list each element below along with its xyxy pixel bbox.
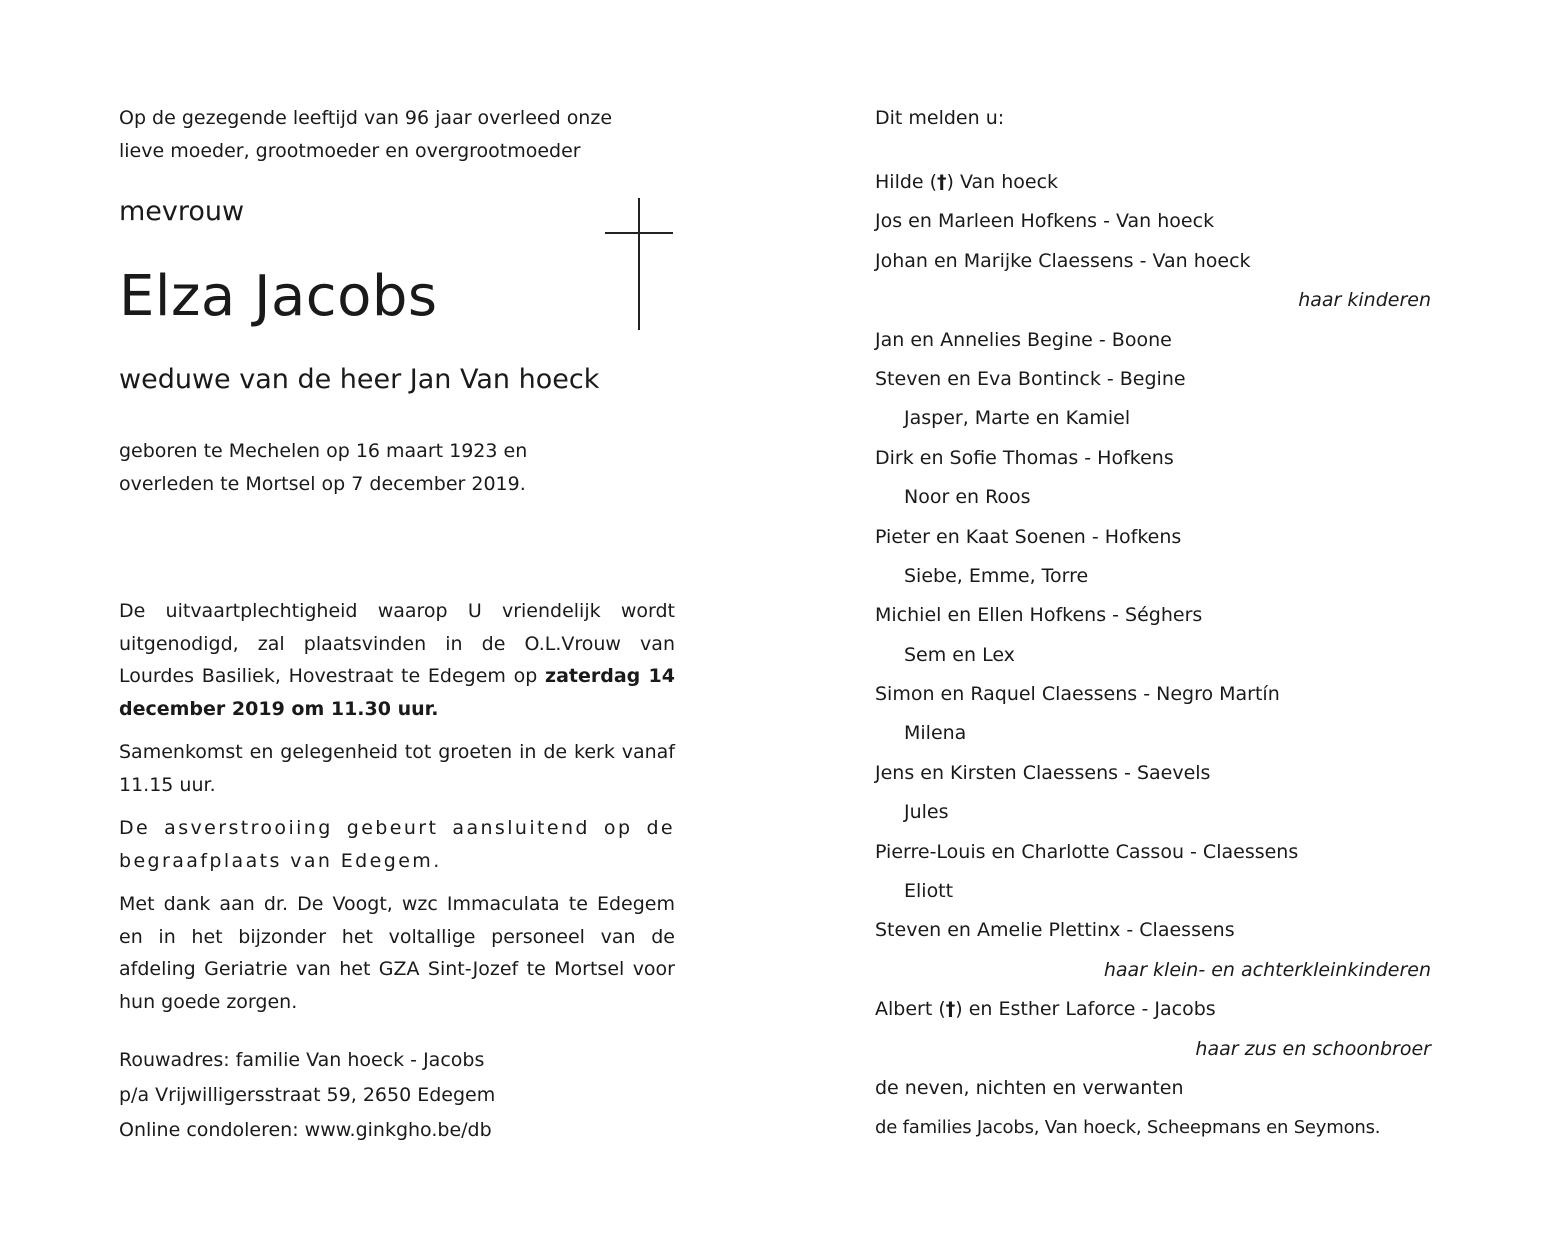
address-line-1: Rouwadres: familie Van hoeck - Jacobs — [119, 1049, 485, 1071]
grandchildren-line: Siebe, Emme, Torre — [904, 564, 1089, 587]
family-line: Steven en Eva Bontinck - Begine — [875, 367, 1186, 390]
funeral-details — [119, 595, 675, 1029]
announcement-header: Dit melden u: — [875, 107, 1005, 129]
family-line: Jos en Marleen Hofkens - Van hoeck — [875, 210, 1215, 233]
family-line: de neven, nichten en verwanten — [875, 1076, 1184, 1099]
family-line: Simon en Raquel Claessens - Negro Martín — [875, 683, 1280, 706]
grandchildren-line: Noor en Roos — [904, 486, 1031, 509]
honorific: mevrouw — [119, 196, 245, 227]
cross-icon — [605, 198, 673, 330]
birth-death-info — [119, 435, 527, 501]
right-column — [875, 102, 1431, 1139]
left-column — [119, 102, 675, 1141]
funeral-date: zaterdag 14 december 2019 om 11.30 uur. — [119, 665, 675, 720]
deceased-name: Elza Jacobs — [119, 264, 438, 329]
family-role-label: haar klein- en achterkleinkinderen — [1103, 958, 1431, 981]
family-line: Jens en Kirsten Claessens - Saevels — [875, 761, 1211, 784]
address-line-2: p/a Vrijwilligersstraat 59, 2650 Edegem — [119, 1084, 496, 1106]
name-part: Hilde ( — [875, 171, 938, 193]
birth-line: geboren te Mechelen op 16 maart 1923 en — [119, 440, 528, 462]
gathering-paragraph: Samenkomst en gelegenheid tot groeten in de kerk vanaf 11.15 uur. — [119, 741, 675, 796]
thanks-paragraph: Met dank aan dr. De Voogt, wzc Immaculata te Edegem en in het bijzonder het voltallige personeel van de afdeling Geriatrie van het GZA Sint-Jozef te Mortsel voor hun goede zorgen. — [119, 893, 675, 1013]
family-list — [875, 166, 1431, 1151]
death-line: overleden te Mortsel op 7 december 2019. — [119, 473, 526, 495]
grandchildren-line: Milena — [904, 722, 967, 745]
grandchildren-line: Sem en Lex — [904, 643, 1015, 666]
family-line-deceased — [875, 993, 1431, 1032]
name-part: ) Van hoeck — [946, 171, 1059, 193]
mourning-address — [119, 1043, 495, 1148]
dagger-icon: † — [945, 998, 956, 1021]
family-line: Steven en Amelie Plettinx - Claessens — [875, 919, 1235, 942]
grandchildren-line: Eliott — [904, 880, 954, 903]
family-role-label: haar zus en schoonbroer — [1195, 1037, 1431, 1060]
family-line: Pierre-Louis en Charlotte Cassou - Claessens — [875, 840, 1299, 863]
intro-line-2: lieve moeder, grootmoeder en overgrootmoeder — [119, 140, 581, 162]
family-line: Jan en Annelies Begine - Boone — [875, 328, 1172, 351]
grandchildren-line: Jasper, Marte en Kamiel — [904, 407, 1131, 430]
families-line: de families Jacobs, Van hoeck, Scheepmans en Seymons. — [875, 1117, 1381, 1139]
grandchildren-line: Jules — [904, 801, 949, 824]
ashes-paragraph: De asverstrooiing gebeurt aansluitend op de begraafplaats van Edegem. — [119, 817, 675, 872]
family-line-deceased — [875, 166, 1431, 205]
widow-line: weduwe van de heer Jan Van hoeck — [119, 364, 600, 395]
address-line-3: Online condoleren: www.ginkgho.be/db — [119, 1119, 492, 1141]
intro-line-1: Op de gezegende leeftijd van 96 jaar overleed onze — [119, 107, 613, 129]
name-part: Albert ( — [875, 998, 946, 1021]
family-role-label: haar kinderen — [1298, 289, 1431, 312]
family-line: Dirk en Sofie Thomas - Hofkens — [875, 446, 1174, 469]
funeral-text: De uitvaartplechtigheid waarop U vriendelijk wordt uitgenodigd, zal plaatsvinden in de O.L.Vrouw van Lourdes Basiliek, Hovestraat te Edegem op — [119, 600, 675, 687]
name-part: ) en Esther Laforce - Jacobs — [955, 998, 1216, 1021]
family-line: Johan en Marijke Claessens - Van hoeck — [875, 249, 1251, 272]
intro-text — [119, 102, 675, 168]
family-line: Pieter en Kaat Soenen - Hofkens — [875, 525, 1182, 548]
dagger-icon: † — [937, 171, 947, 193]
funeral-paragraph — [119, 595, 675, 725]
family-line: Michiel en Ellen Hofkens - Séghers — [875, 604, 1203, 627]
